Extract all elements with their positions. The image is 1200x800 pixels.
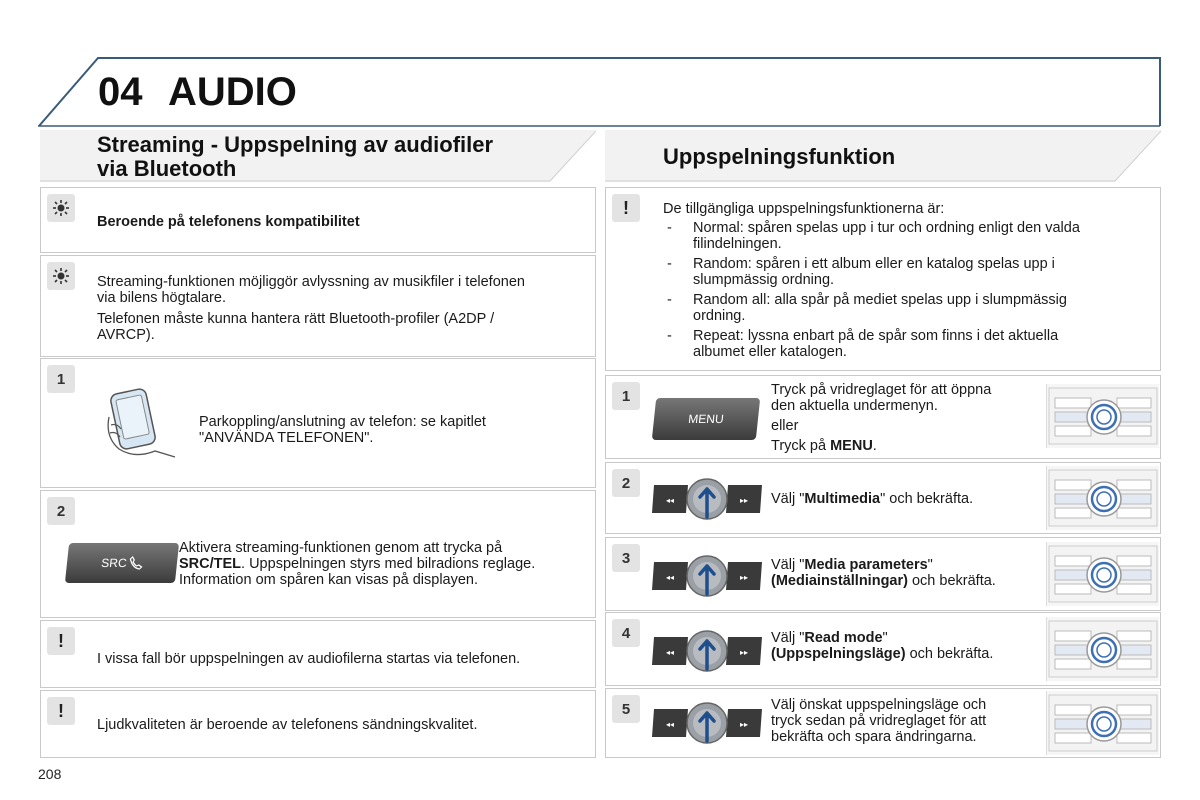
exclamation-icon: ! — [47, 697, 75, 725]
phone-icon — [128, 556, 143, 570]
svg-text:◂◂: ◂◂ — [665, 496, 675, 505]
svg-text:▸▸: ▸▸ — [739, 573, 749, 582]
radio-panel-illustration — [1046, 542, 1159, 606]
up-arrow-icon — [650, 477, 764, 521]
step-number-badge: 3 — [612, 544, 640, 572]
note-compatibility-text: Beroende på telefonens kompatibilitet — [97, 214, 360, 230]
right-step-4-l1: Välj "Read mode" — [771, 630, 888, 646]
exclamation-icon: ! — [612, 194, 640, 222]
chapter-number: 04 — [98, 70, 143, 114]
mode-item-normal: - Normal: spåren spelas upp i tur och ordning enligt den valda filindelningen. — [663, 220, 1143, 252]
step-number-badge: 5 — [612, 695, 640, 723]
left-step-1-l1: Parkoppling/anslutning av telefon: se kapitlet — [199, 414, 486, 430]
src-button-label: SRC — [100, 556, 128, 570]
note-box-compatibility — [40, 187, 596, 253]
note-box-streaming — [40, 255, 596, 357]
exclamation-icon: ! — [47, 627, 75, 655]
right-step-1-l4: Tryck på MENU. — [771, 438, 877, 454]
svg-text:◂◂: ◂◂ — [665, 720, 675, 729]
note-streaming-p1-l1: Streaming-funktionen möjliggör avlyssning av musikfiler i telefonen — [97, 274, 525, 290]
modes-list — [663, 220, 1143, 360]
right-step-1-box — [605, 375, 1161, 459]
step-number-badge: 2 — [47, 497, 75, 525]
sun-bulb-icon — [47, 262, 75, 290]
right-section-title: Uppspelningsfunktion — [663, 144, 896, 169]
right-step-3-box — [605, 537, 1161, 611]
left-step-2-l1: Aktivera streaming-funktionen genom att trycka på — [179, 540, 503, 556]
warning-box-sound-quality — [40, 690, 596, 758]
left-section-title-line1: Streaming - Uppspelning av audiofiler — [97, 132, 494, 157]
rotary-knob-illustration — [650, 554, 764, 603]
right-step-5-l2: tryck sedan på vridreglaget för att — [771, 713, 987, 729]
right-step-4-box — [605, 612, 1161, 686]
up-arrow-icon — [650, 554, 764, 598]
right-step-4-l2: (Uppspelningsläge) och bekräfta. — [771, 646, 994, 662]
radio-panel-illustration — [1046, 691, 1159, 755]
right-step-3-l2: (Mediainställningar) och bekräfta. — [771, 573, 996, 589]
right-step-3-l1: Välj "Media parameters" — [771, 557, 933, 573]
warning-sound-quality-text: Ljudkvaliteten är beroende av telefonens sändningskvalitet. — [97, 717, 478, 733]
radio-panel-illustration — [1046, 617, 1159, 681]
right-step-2-box — [605, 462, 1161, 534]
menu-button — [652, 398, 760, 440]
note-streaming-p1-l2: via bilens högtalare. — [97, 290, 226, 306]
svg-text:◂◂: ◂◂ — [665, 648, 675, 657]
left-step-1-l2: "ANVÄNDA TELEFONEN". — [199, 430, 374, 446]
right-step-5-box — [605, 688, 1161, 758]
page-number: 208 — [38, 766, 62, 782]
rotary-knob-illustration — [650, 629, 764, 678]
sun-bulb-icon — [47, 194, 75, 222]
svg-text:◂◂: ◂◂ — [665, 573, 675, 582]
step-number-badge: 4 — [612, 619, 640, 647]
radio-panel-illustration — [1046, 466, 1159, 530]
step-number-badge: 2 — [612, 469, 640, 497]
playback-modes-box — [605, 187, 1161, 371]
modes-intro: De tillgängliga uppspelningsfunktionerna är: — [663, 201, 945, 217]
warning-start-via-phone-text: I vissa fall bör uppspelningen av audiofilerna startas via telefonen. — [97, 651, 521, 667]
right-step-5-l3: bekräfta och spara ändringarna. — [771, 729, 977, 745]
right-step-2-text: Välj "Multimedia" och bekräfta. — [771, 491, 974, 507]
chapter-title: AUDIO — [168, 70, 297, 114]
step-number-badge: 1 — [612, 382, 640, 410]
mode-item-repeat: - Repeat: lyssna enbart på de spår som finns i det aktuella albumet eller katalogen. — [663, 328, 1143, 360]
radio-panel-illustration — [1046, 384, 1159, 448]
right-step-5-l1: Välj önskat uppspelningsläge och — [771, 697, 987, 713]
warning-box-start-via-phone — [40, 620, 596, 688]
left-step-1-box — [40, 358, 596, 488]
up-arrow-icon — [650, 701, 764, 745]
left-step-2-l2: SRC/TEL. Uppspelningen styrs med bilradions reglage. — [179, 556, 536, 572]
phone-hand-icon — [105, 387, 185, 459]
up-arrow-icon — [650, 629, 764, 673]
mode-item-random: - Random: spåren i ett album eller en katalog spelas upp i slumpmässig ordning. — [663, 256, 1143, 288]
left-step-2-l3: Information om spåren kan visas på displayen. — [179, 572, 479, 588]
menu-button-label: MENU — [687, 412, 725, 426]
svg-text:▸▸: ▸▸ — [739, 720, 749, 729]
left-section-title-line2: via Bluetooth — [97, 156, 237, 181]
note-streaming-p2-l1: Telefonen måste kunna hantera rätt Bluetooth-profiler (A2DP / — [97, 311, 495, 327]
step-number-badge: 1 — [47, 365, 75, 393]
rotary-knob-illustration — [650, 477, 764, 526]
right-step-1-l1: Tryck på vridreglaget för att öppna — [771, 382, 992, 398]
svg-text:▸▸: ▸▸ — [739, 496, 749, 505]
right-step-1-l2: den aktuella undermenyn. — [771, 398, 938, 414]
src-tel-button — [65, 543, 179, 583]
mode-item-random-all: - Random all: alla spår på mediet spelas upp i slumpmässig ordning. — [663, 292, 1143, 324]
svg-text:▸▸: ▸▸ — [739, 648, 749, 657]
note-streaming-p2-l2: AVRCP). — [97, 327, 155, 343]
rotary-knob-illustration — [650, 701, 764, 750]
left-step-2-box — [40, 490, 596, 618]
right-step-1-l3: eller — [771, 418, 799, 434]
